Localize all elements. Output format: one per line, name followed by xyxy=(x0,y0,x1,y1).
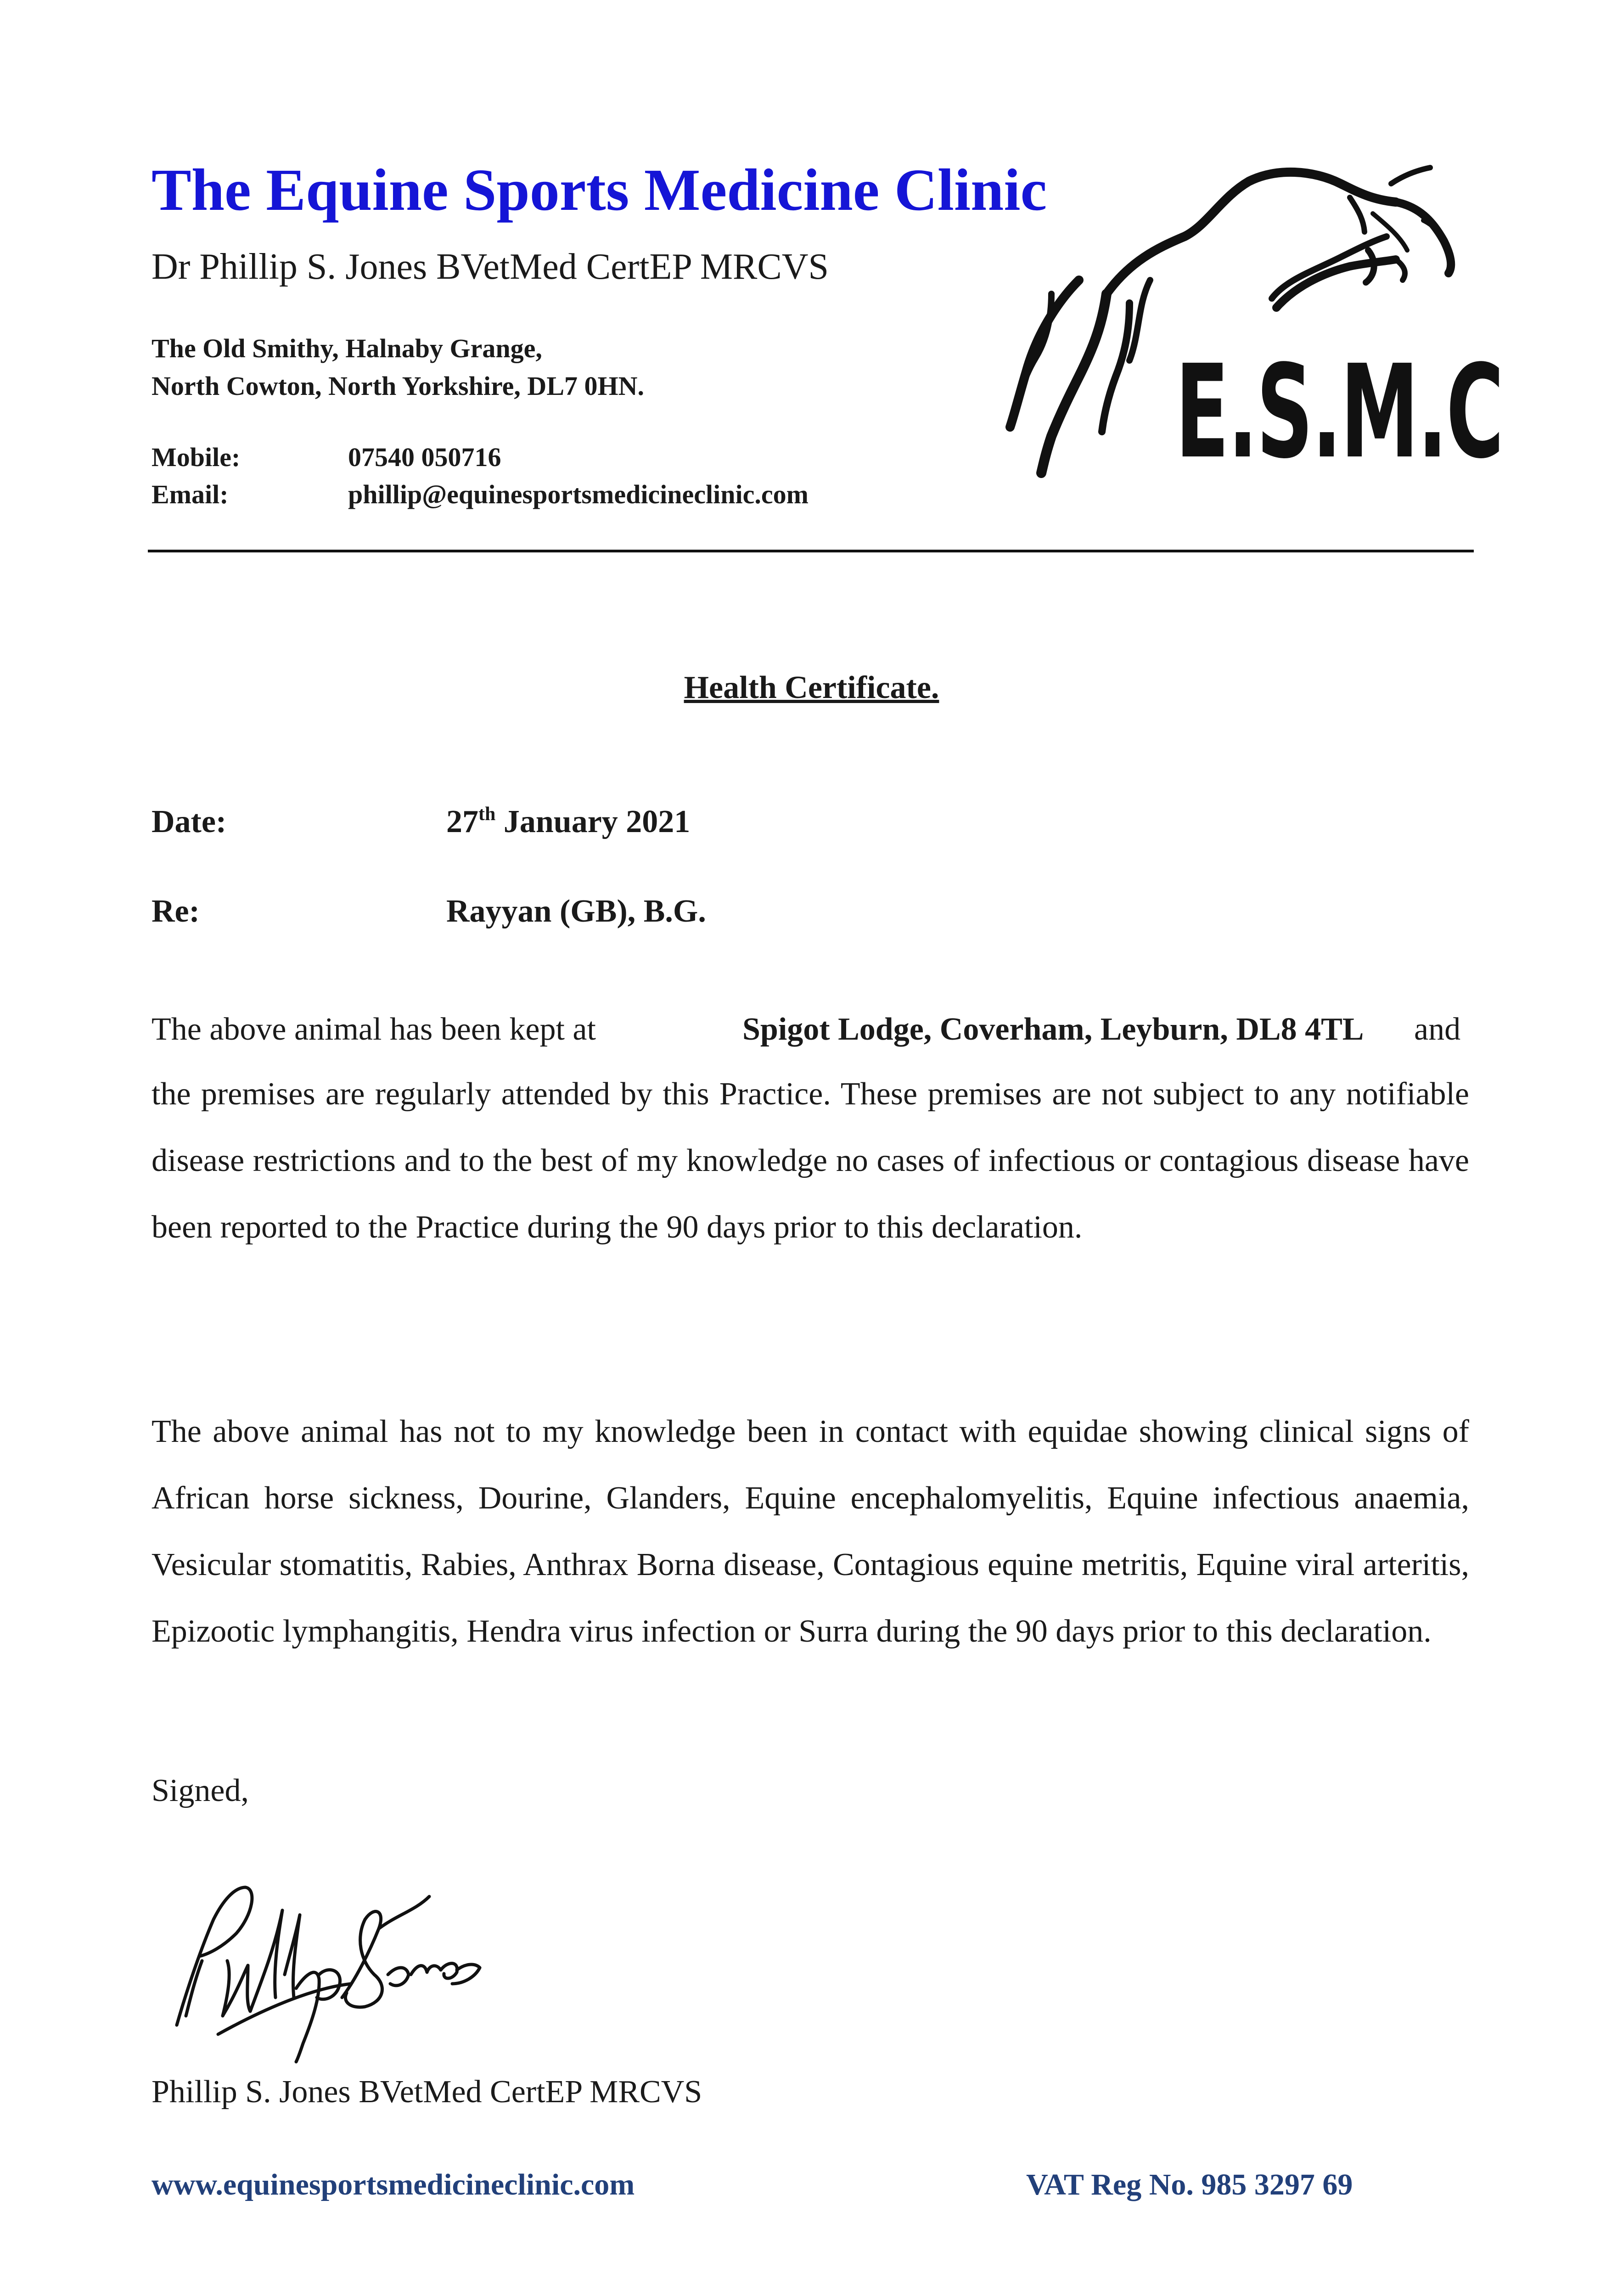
email-label: Email: xyxy=(152,479,229,509)
date-month-year: January 2021 xyxy=(495,804,691,839)
paragraph-1-and: and xyxy=(1414,1012,1461,1047)
date-label: Date: xyxy=(152,804,227,839)
footer-vat-number: VAT Reg No. 985 3297 69 xyxy=(1026,2168,1353,2201)
signed-label: Signed, xyxy=(152,1773,249,1808)
vet-credentials: Dr Phillip S. Jones BVetMed CertEP MRCVS xyxy=(152,247,829,287)
address-line-2: North Cowton, North Yorkshire, DL7 0HN. xyxy=(152,371,644,401)
date-value xyxy=(446,804,690,840)
signatory-name: Phillip S. Jones BVetMed CertEP MRCVS xyxy=(152,2074,702,2110)
certificate-title: Health Certificate. xyxy=(684,670,939,705)
mobile-number: 07540 050716 xyxy=(348,442,501,472)
re-value: Rayyan (GB), B.G. xyxy=(446,894,706,929)
clinic-address xyxy=(152,330,644,405)
re-label: Re: xyxy=(152,894,200,929)
clinic-name: The Equine Sports Medicine Clinic xyxy=(152,157,1047,223)
address-line-1: The Old Smithy, Halnaby Grange, xyxy=(152,333,542,363)
logo-letters: E.S.M.C xyxy=(1175,338,1503,487)
paragraph-1-intro: The above animal has been kept at xyxy=(152,1012,596,1047)
header-divider xyxy=(148,550,1474,552)
email-address[interactable]: phillip@equinesportsmedicineclinic.com xyxy=(348,479,809,509)
footer-website-link[interactable]: www.equinesportsmedicineclinic.com xyxy=(152,2168,635,2201)
date-suffix: th xyxy=(478,804,496,825)
handwritten-signature xyxy=(158,1860,489,2066)
date-day: 27 xyxy=(446,804,478,839)
mobile-label: Mobile: xyxy=(152,442,241,472)
paragraph-2: The above animal has not to my knowledge been in contact with equidae showing clinical signs of African horse sickness, Dourine, Glanders, Equine encephalomyelitis, Equine infectious anaemia, Vesicular stomatitis, Rabies, Anthrax Borna disease, Contagious equine metritis, Equine viral arteritis, Epizootic lymphangitis, Hendra virus infection or Surra during the 90 days prior to this declaration. xyxy=(152,1414,1469,1649)
premises-address: Spigot Lodge, Coverham, Leyburn, DL8 4TL xyxy=(742,1012,1364,1047)
paragraph-1-body: the premises are regularly attended by this Practice. These premises are not subject to any notifiable disease restrictions and to the best of my knowledge no cases of infectious or contagious disease have been reported to the Practice during the 90 days prior to this declaration. xyxy=(152,1076,1469,1245)
paragraph-1-first-line xyxy=(152,1011,1469,1048)
